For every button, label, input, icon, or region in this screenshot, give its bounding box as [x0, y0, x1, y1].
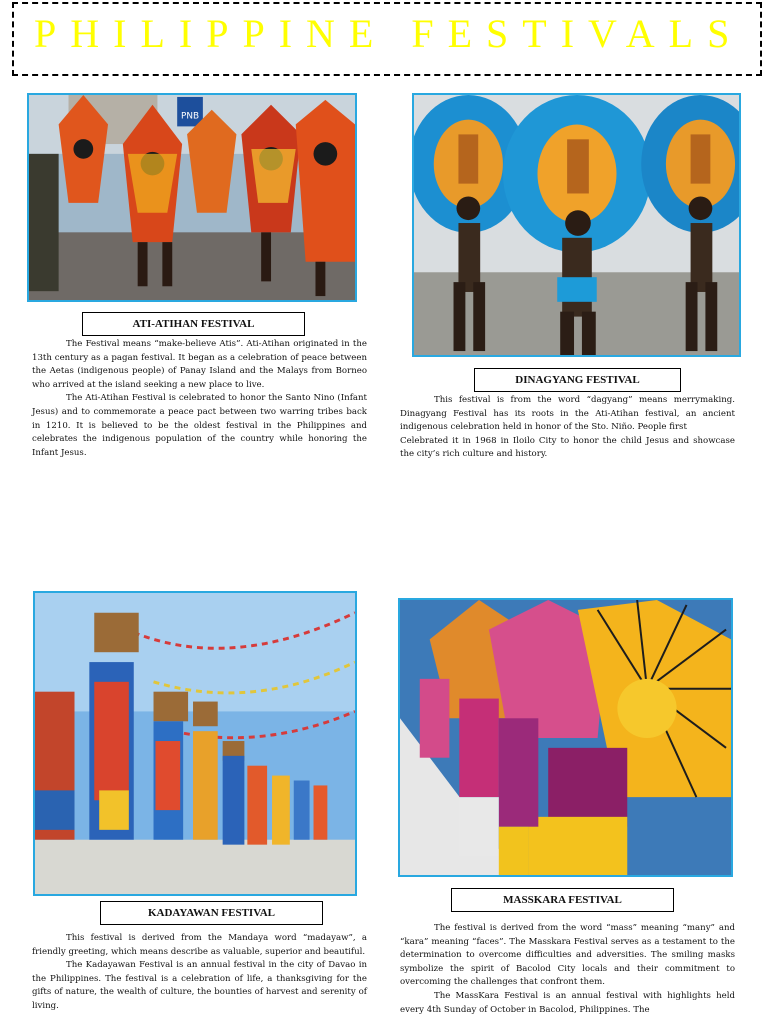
dinagyang-paragraph-1: This festival is from the word “dagyang” means merrymaking. Dinagyang Festival has its roots in the Ati-Atihan festival, an ancient indigenous celebration held in honor of the Sto. Niño. People first: [400, 395, 735, 433]
dinagyang-paragraph-2: Celebrated it in 1968 in Iloilo City to honor the child Jesus and showcase the city’s rich culture and history.: [400, 435, 735, 460]
pnb-sign: PNB: [180, 111, 200, 122]
ati-atihan-paragraph-2: The Ati-Atihan Festival is celebrated to honor the Santo Nino (Infant Jesus) and to commemorate a peace pact between two warring tribes back in 1210. It is believed to be the oldest festival in the Philippines and celebrates the indigenous population of the country while honoring the Infant Jesus.: [32, 393, 367, 458]
masskara-text: [400, 922, 735, 1017]
masskara-photo: [398, 598, 733, 877]
ati-atihan-text: [32, 338, 367, 460]
masskara-label: MASSKARA FESTIVAL: [451, 888, 674, 912]
kadayawan-photo: [33, 591, 357, 896]
kadayawan-label: KADAYAWAN FESTIVAL: [100, 901, 323, 925]
ati-atihan-photo: [27, 93, 357, 302]
masskara-paragraph-1: The festival is derived from the word “mass” meaning “many” and “kara” meaning “faces”. The Masskara Festival serves as a testament to the determination to overcome difficulties and adversities. The smiling masks symbolize the spirit of Bacolod City locals and their commitment to overcoming the challenges that confront them.: [400, 923, 735, 988]
dinagyang-photo: [412, 93, 741, 357]
dinagyang-text: [400, 394, 735, 462]
kadayawan-text: [32, 932, 367, 1014]
page-title: PHILIPPINE FESTIVALS: [34, 11, 744, 56]
dinagyang-label: DINAGYANG FESTIVAL: [474, 368, 681, 392]
masskara-paragraph-2: The MassKara Festival is an annual festival with highlights held every 4th Sunday of October in Bacolod, Philippines. The: [400, 990, 735, 1015]
kadayawan-paragraph-1: This festival is derived from the Mandaya word “madayaw”, a friendly greeting, which means describe as valuable, superior and beautiful.: [32, 933, 367, 957]
ati-atihan-label: ATI-ATIHAN FESTIVAL: [82, 312, 305, 336]
title-banner: [12, 2, 762, 76]
kadayawan-paragraph-2: The Kadayawan Festival is an annual festival in the city of Davao in the Philippines. The festival is a celebration of life, a thanksgiving for the gifts of nature, the wealth of culture, the bounties of harvest and serenity of living.: [32, 960, 367, 1011]
ati-atihan-paragraph-1: The Festival means “make-believe Atis”. Ati-Atihan originated in the 13th century as a pagan festival. It began as a celebration of peace between the Aetas (indigenous people) of Panay Island and the Malays from Borneo who arrived at the island seeking a new place to live.: [32, 339, 367, 390]
